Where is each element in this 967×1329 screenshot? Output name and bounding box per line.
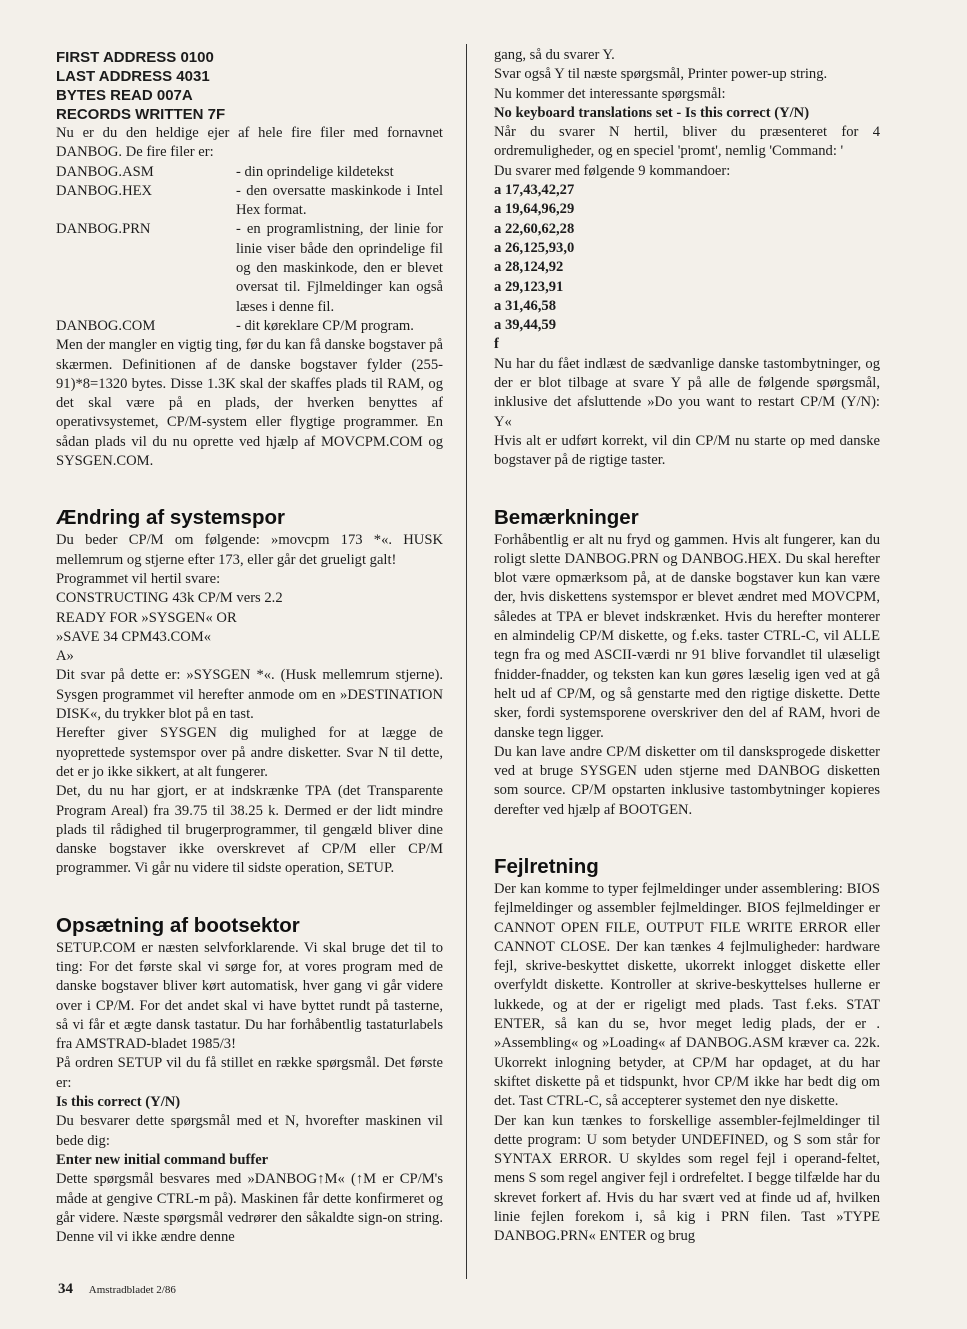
section-heading: Ændring af systemspor: [56, 506, 285, 530]
header-line: LAST ADDRESS 4031: [56, 68, 210, 85]
paragraph: Dette spørgsmål besvares med »DANBOG↑M« (↑M er CP/M's måde at gengive CTRL-m på). Maskinen får dette konfirmeret og går videre. Næste spørgsmål vedrører den såkaldte sign-on string. Denne vil vi ikke ændre denne: [56, 1171, 443, 1246]
right-column: [494, 46, 880, 1247]
section-heading: Fejlretning: [494, 854, 599, 878]
command-line: a 29,123,91: [494, 278, 564, 295]
paragraph: Når du svarer N hertil, bliver du præsenteret for 4 ordremuligheder, og en speciel 'promt', nemlig 'Command: ': [494, 124, 880, 160]
paragraph: Dit svar på dette er: »SYSGEN *«. (Husk mellemrum stjerne). Sysgen programmet vil herefter anmode om en »DESTINATION DISK«, du trykker blot på en tast.: [56, 667, 443, 723]
page-number: 34: [58, 1281, 73, 1297]
paragraph: Forhåbentlig er alt nu fryd og gammen. Hvis alt fungerer, kan du roligt slette DANBOG.PRN og DANBOG.HEX. Du skal herefter blot være opmærksom på, at de danske bogstaver kun kan være der, hvis diskettens systemspor er blevet ændret med MOVCPM, således at TPA er blevet indskrænket. Hvis du herefter monterer en almindelig CP/M diskette, og f.eks. taster CTRL-C, vil ALLE tegn fra og med ASCII-værdi nr 91 blive forvandlet til ulæseligt fnidder-fnadder, og teksten kan kun gøres læselig igen ved at gå helt ud af CP/M, og så genstarte med den rigtige diskette. Dette sker, fordi systemsporene overskriver den del af RAM, hvori de danske tegn ligger.: [494, 531, 880, 741]
header-line: FIRST ADDRESS 0100: [56, 49, 214, 66]
command-line: a 17,43,42,27: [494, 182, 575, 199]
paragraph: Hvis alt er udført korrekt, vil din CP/M nu starte op med danske bogstaver på de rigtige taster.: [494, 432, 880, 469]
magazine-name: Amstradbladet 2/86: [88, 1284, 176, 1296]
command-line: a 22,60,62,28: [494, 220, 575, 237]
paragraph: Du kan lave andre CP/M disketter om til dansksprogede disketter ved at bruge SYSGEN uden stjerne med DANBOG disketten som source. CP/M opstarten inklusive tastombytninger kopieres derefter ved hjælp af BOOTGEN.: [494, 743, 880, 818]
paragraph: Svar også Y til næste spørgsmål, Printer power-up string.: [494, 66, 828, 83]
paragraph: Herefter giver SYSGEN dig mulighed for at lægge de nyoprettede systemspor over på andre disketter. Svar N til dette, det er jo ikke sikkert, at alt fungerer.: [56, 725, 443, 780]
command-line: a 19,64,96,29: [494, 201, 575, 218]
paragraph: gang, så du svarer Y.: [494, 47, 615, 63]
file-desc: - en programlistning, der linie for linie viser både den oprindelige fil og den maskinkode, den er blevet oversat til. Fjlmeldinger kan også læses i denne fil.: [236, 221, 443, 315]
file-desc: - den oversatte maskinkode i Intel Hex format.: [236, 182, 443, 219]
command-line: a 28,124,92: [494, 259, 564, 276]
header-line: RECORDS WRITTEN 7F: [56, 106, 226, 123]
paragraph: På ordren SETUP vil du få stillet en række spørgsmål. Det første er:: [56, 1055, 443, 1091]
section-heading: Bemærkninger: [494, 505, 639, 529]
prompt-question: Is this correct (Y/N): [56, 1094, 181, 1111]
page-footer: [58, 1281, 176, 1298]
prompt-question: Enter new initial command buffer: [56, 1151, 269, 1168]
file-name: DANBOG.HEX: [56, 182, 153, 199]
file-list: [56, 163, 443, 337]
command-line: a 26,125,93,0: [494, 239, 575, 256]
paragraph: Du svarer med følgende 9 kommandoer:: [494, 162, 731, 179]
paragraph: SETUP.COM er næsten selvforklarende. Vi skal bruge det til to ting: For det første skal vi sørge for, at vores program med de danske bogstaver bliver kørt automatisk, hver gang vi går videre over i CP/M. For det andet skal vi have byttet rundt på tasterne, så vi får et ægte dansk tastatur. Du har forhåbentlig tastaturlabels fra AMSTRAD-bladet 1985/3!: [56, 939, 443, 1053]
command-line: a 39,44,59: [494, 317, 557, 334]
command-line: a 31,46,58: [494, 297, 557, 314]
paragraph: Programmet vil hertil svare:: [56, 570, 221, 587]
code-line: CONSTRUCTING 43k CP/M vers 2.2: [56, 590, 283, 607]
paragraph: Du besvarer dette spørgsmål med et N, hvorefter maskinen vil bede dig:: [56, 1113, 443, 1149]
command-line: f: [494, 336, 499, 353]
paragraph: Det, du nu har gjort, er at indskrænke TPA (det Transparente Program Areal) fra 39.75 til 38.25 k. Dermed er der lidt mindre plads til rådighed til brugerprogrammer, til gengæld bliver dine danske bogstaver ikke overskrevet af CP/M eller CP/M programmer. Vi går nu videre til sidste operation, SETUP.: [56, 783, 443, 877]
paragraph: Nu er du den heldige ejer af hele fire filer med fornavnet DANBOG. De fire filer er:: [56, 125, 443, 161]
left-column: [56, 48, 443, 1247]
file-desc: - din oprindelige kildetekst: [236, 163, 394, 180]
file-name: DANBOG.COM: [56, 317, 156, 334]
code-line: »SAVE 34 CPM43.COM«: [56, 628, 212, 645]
prompt-question: No keyboard translations set - Is this correct (Y/N): [494, 104, 810, 121]
section-heading: Opsætning af bootsektor: [56, 913, 300, 937]
paragraph: Nu har du fået indlæst de sædvanlige danske tastombytninger, og der er blot tilbage at svare Y på alle de følgende spørgsmål, inklusive det afsluttende »Do you want to restart CP/M (Y/N): Y«: [494, 355, 880, 430]
paragraph: Du beder CP/M om følgende: »movcpm 173 *«. HUSK mellemrum og stjerne efter 173, eller går det grueligt galt!: [56, 532, 443, 568]
file-name: DANBOG.PRN: [56, 221, 151, 238]
paragraph: Men der mangler en vigtig ting, før du kan få danske bogstaver på skærmen. Definitionen af de danske bogstaver fylder (255-91)*8=1320 bytes. Disse 1.3K skal der skaffes plads til RAM, og det skal være på en plads, der hverken benyttes af operativsystemet, CP/M-system eller flygtige programmer. En sådan plads vil du nu oprette ved hjælp af MOVCPM.COM og SYSGEN.COM.: [56, 337, 443, 470]
column-divider: [466, 44, 467, 1279]
header-line: BYTES READ 007A: [56, 87, 193, 104]
paragraph: Der kan komme to typer fejlmeldinger under assemblering: BIOS fejlmeldinger og assembler fejlmeldinger. BIOS fejlmeldinger er CANNOT OPEN FILE, OUTPUT FILE WRITE ERROR eller CANNOT CLOSE. Der kan tænkes 4 fejlmuligheder: hardware fejl, skrive-beskyttet diskette, ukorrekt inlogget diskette eller overfyldt diskette. Kontroller at skrive-beskyttelses hullerne er lukkede, og at der er rigeligt med plads. Tast f.eks. STAT ENTER, så kan du se, hvor meget ledig plads, der er . »Assembling« og »Loading« af DANBOG.ASM kræver ca. 22k. Ukorrekt inlogning betyder, at CP/M har opdaget, at du har skiftet diskette på et tidspunkt, hvor CP/M ikke har bedt dig om det. Tast CTRL-C, så accepterer systemet den nye diskette.: [494, 880, 880, 1110]
file-desc: - dit køreklare CP/M program.: [236, 317, 414, 334]
code-line: A»: [56, 648, 74, 665]
paragraph: Nu kommer det interessante spørgsmål:: [494, 85, 726, 102]
code-line: READY FOR »SYSGEN« OR: [56, 609, 237, 626]
paragraph: Der kan kun tænkes to forskellige assembler-fejlmeldinger til dette program: U som betyder UNDEFINED, og S som står for SYNTAX ERROR. U skyldes som regel fejl i operand-feltet, mens S som regel angiver fejl i ordrefeltet. I begge tilfælde har du skrevet forkert af. Hvis du har svært ved at finde ud af, hvilken linie fejlen forekom i, så kig i PRN filen. Tast »TYPE DANBOG.PRN« ENTER og brug: [494, 1112, 880, 1245]
file-name: DANBOG.ASM: [56, 163, 154, 180]
